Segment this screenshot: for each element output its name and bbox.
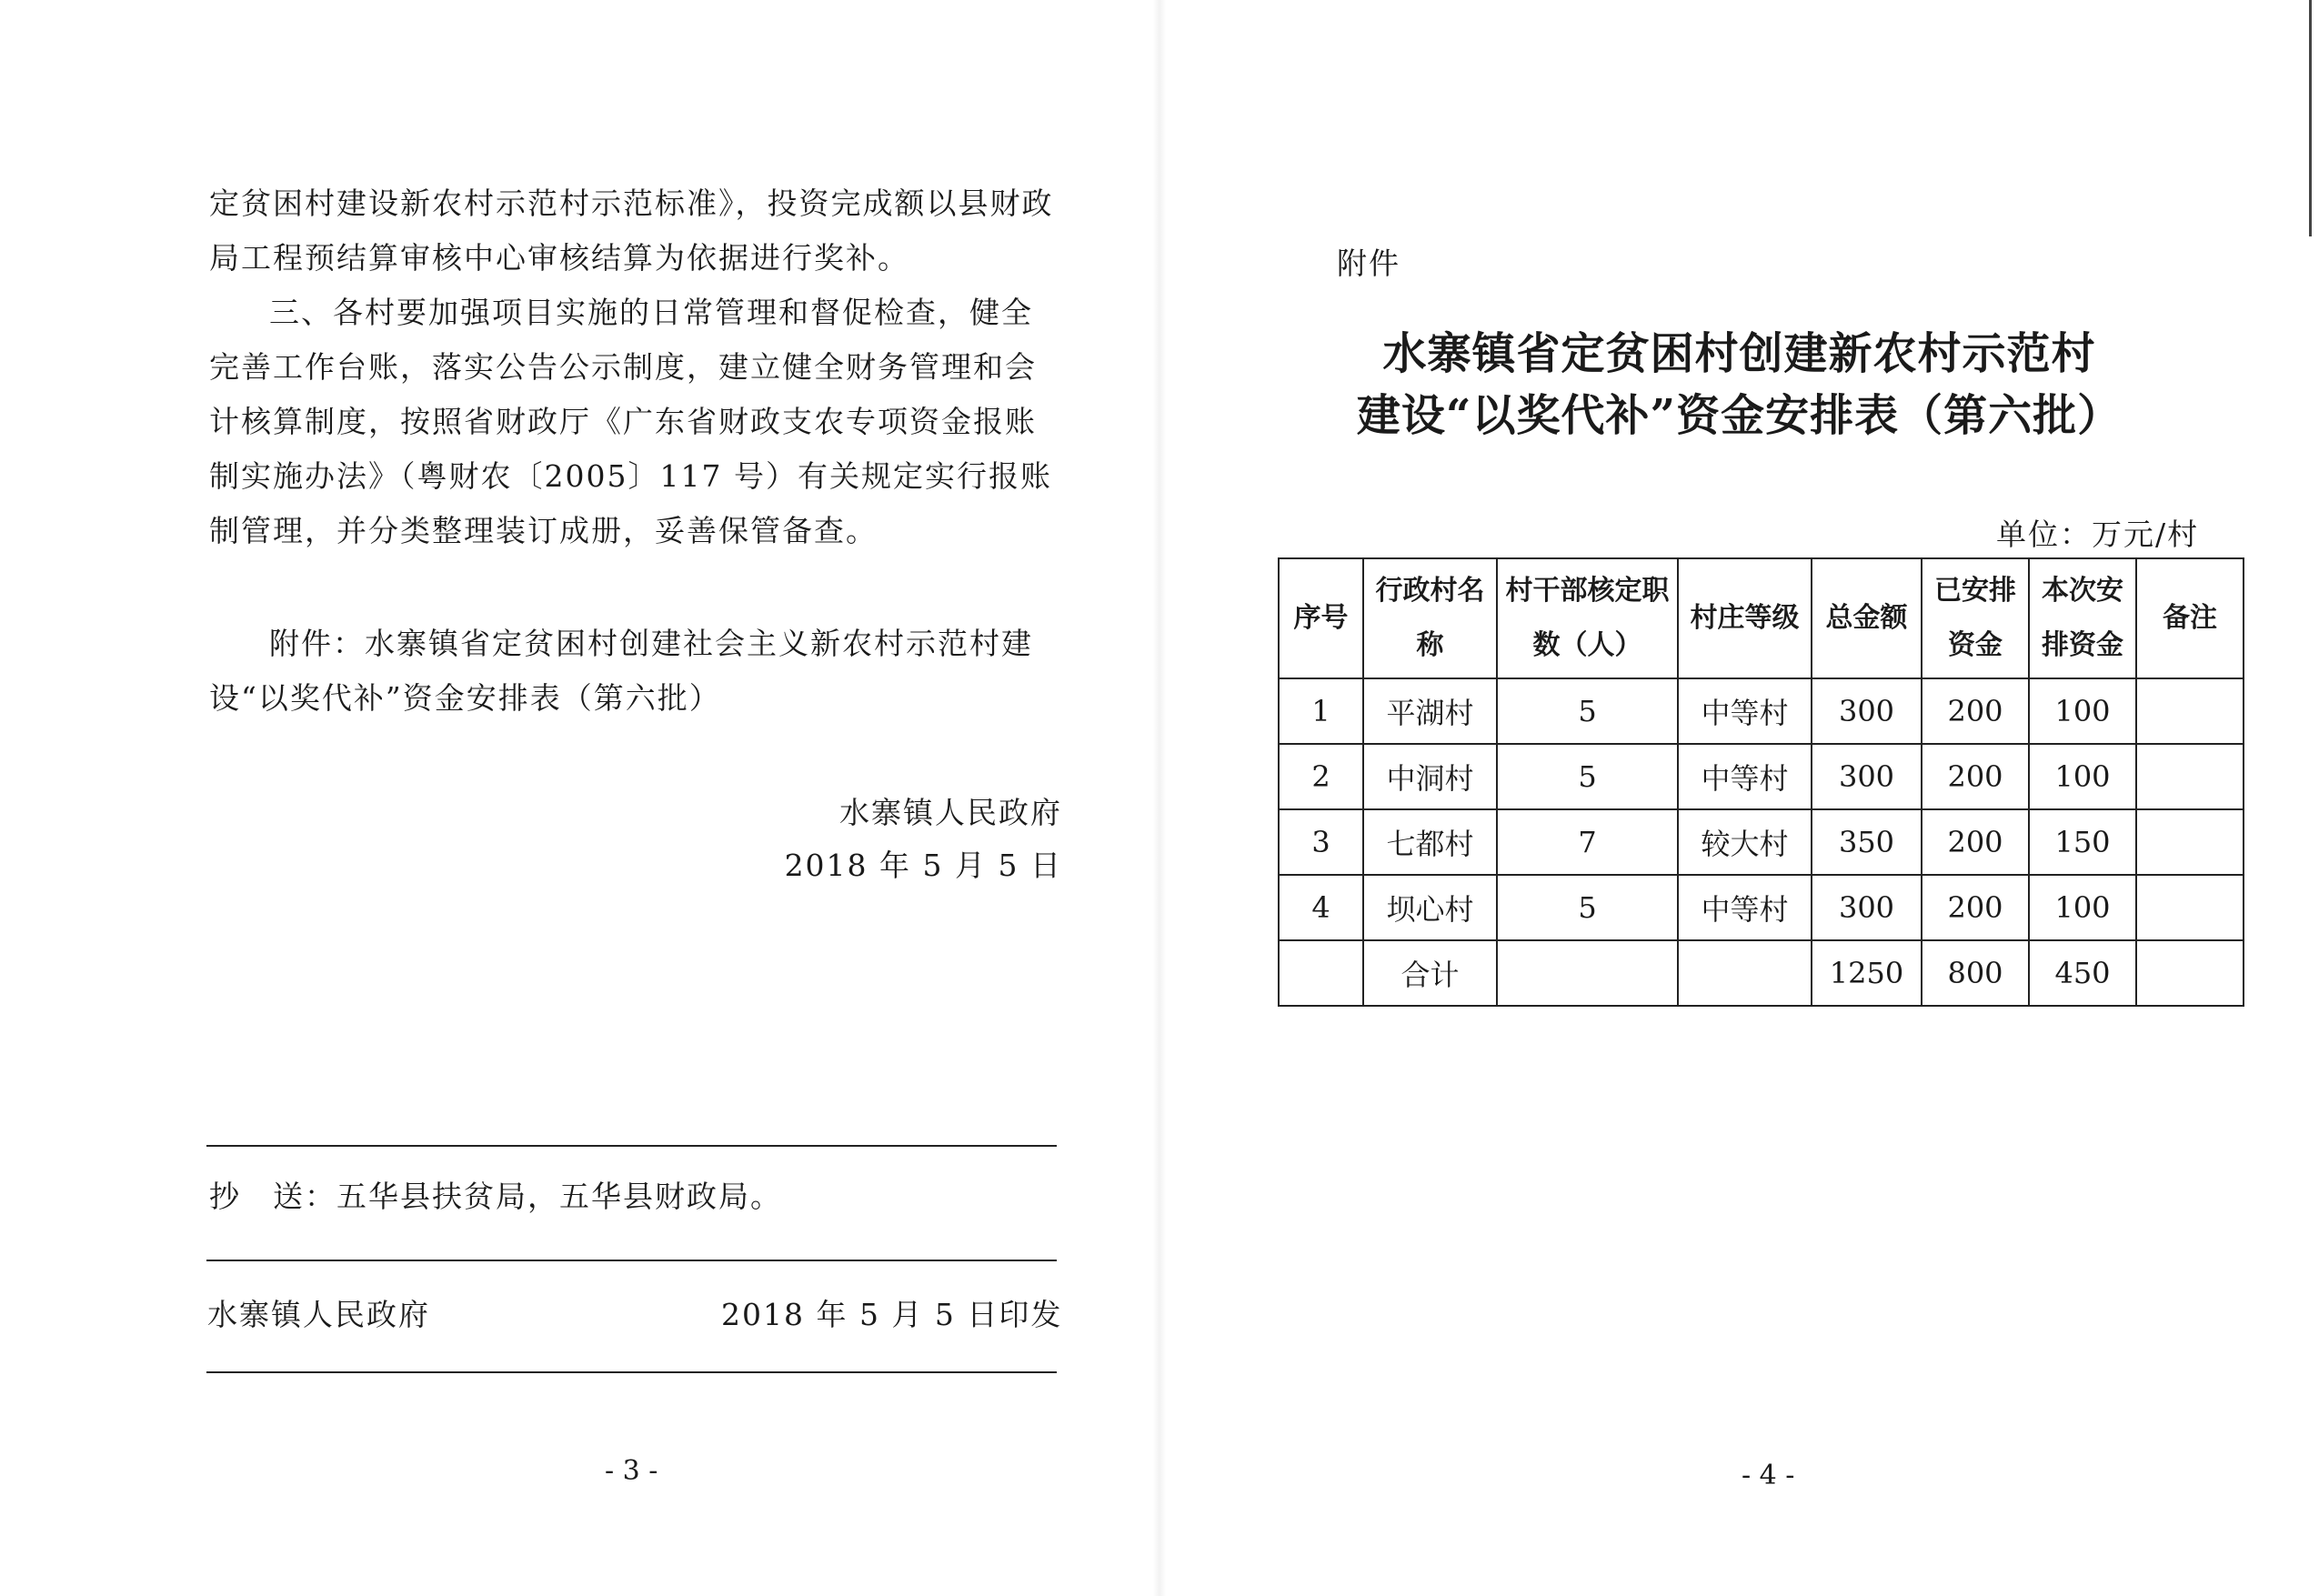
cell bbox=[2136, 875, 2244, 940]
cell bbox=[1678, 940, 1812, 1006]
table-title-line1: 水寨镇省定贫困村创建新农村示范村 bbox=[1382, 328, 2096, 379]
cell: 7 bbox=[1497, 809, 1678, 875]
cell: 坝心村 bbox=[1363, 875, 1497, 940]
paragraph-three: 三、各村要加强项目实施的日常管理和督促检查，健全完善工作台账，落实公告公示制度，建立健全财务管理和会计核算制度，按照省财政厅《广东省财政支农专项资金报账制实施办法》（粤财农〔2005〕117 号）有关规定实行报账制管理，并分类整理装订成册，妥善保管备查。 bbox=[209, 295, 1052, 548]
issuer-date: 2018 年 5 月 5 日印发 bbox=[721, 1297, 1063, 1332]
cell: 七都村 bbox=[1363, 809, 1497, 875]
cell bbox=[2136, 744, 2244, 809]
total-row bbox=[1279, 940, 2244, 1006]
cell: 5 bbox=[1497, 678, 1678, 744]
header-village: 行政村名称 bbox=[1363, 558, 1497, 678]
cc-line bbox=[209, 1173, 782, 1216]
cell: 2 bbox=[1279, 744, 1363, 809]
table-title-line2: 建设“以奖代补”资金安排表（第六批） bbox=[1356, 390, 2123, 441]
cell: 200 bbox=[1922, 809, 2029, 875]
total-this-batch: 450 bbox=[2029, 940, 2136, 1006]
cell: 100 bbox=[2029, 875, 2136, 940]
cell: 1 bbox=[1279, 678, 1363, 744]
unit-label: 单位：万元/村 bbox=[1996, 517, 2200, 552]
attachment-note: 附件：水寨镇省定贫困村创建社会主义新农村示范村建设“以奖代补”资金安排表（第六批） bbox=[209, 626, 1033, 716]
table-row bbox=[1279, 744, 2244, 809]
paragraph-continued: 定贫困村建设新农村示范村示范标准》，投资完成额以县财政局工程预结算审核中心审核结算为依据进行奖补。 bbox=[209, 186, 1054, 276]
page-number: - 3 - bbox=[605, 1455, 658, 1487]
rule-bottom bbox=[206, 1371, 1057, 1373]
cell: 200 bbox=[1922, 744, 2029, 809]
cell bbox=[2136, 678, 2244, 744]
attachment-label: 附件 bbox=[1337, 246, 1400, 281]
cell: 5 bbox=[1497, 875, 1678, 940]
cell: 较大村 bbox=[1678, 809, 1812, 875]
rule-middle bbox=[206, 1260, 1057, 1261]
cell: 中等村 bbox=[1678, 875, 1812, 940]
cell: 中等村 bbox=[1678, 678, 1812, 744]
table-row bbox=[1279, 809, 2244, 875]
cell bbox=[1279, 940, 1363, 1006]
page-number: - 4 - bbox=[1742, 1460, 1795, 1491]
cell: 300 bbox=[1812, 678, 1922, 744]
header-arranged: 已安排资金 bbox=[1922, 558, 2029, 678]
signature-date: 2018 年 5 月 5 日 bbox=[784, 848, 1062, 883]
total-label: 合计 bbox=[1363, 940, 1497, 1006]
cell: 100 bbox=[2029, 744, 2136, 809]
cell: 150 bbox=[2029, 809, 2136, 875]
cell: 平湖村 bbox=[1363, 678, 1497, 744]
issuer-org: 水寨镇人民政府 bbox=[207, 1297, 430, 1332]
cell: 300 bbox=[1812, 744, 1922, 809]
cell: 300 bbox=[1812, 875, 1922, 940]
header-village-grade: 村庄等级 bbox=[1678, 558, 1812, 678]
cell: 3 bbox=[1279, 809, 1363, 875]
total-arranged: 800 bbox=[1922, 940, 2029, 1006]
rule-top bbox=[206, 1145, 1057, 1147]
total-amount: 1250 bbox=[1812, 940, 1922, 1006]
cell: 4 bbox=[1279, 875, 1363, 940]
signature-org: 水寨镇人民政府 bbox=[839, 795, 1062, 830]
header-total: 总金额 bbox=[1812, 558, 1922, 678]
header-index: 序号 bbox=[1279, 558, 1363, 678]
cc-recipients: 五华县扶贫局，五华县财政局。 bbox=[336, 1179, 782, 1214]
table-header-row bbox=[1279, 558, 2244, 678]
cell: 中洞村 bbox=[1363, 744, 1497, 809]
allocation-table bbox=[1278, 557, 2244, 1007]
cell: 100 bbox=[2029, 678, 2136, 744]
right-page bbox=[1160, 0, 2319, 1596]
cell bbox=[2136, 809, 2244, 875]
header-this-batch: 本次安排资金 bbox=[2029, 558, 2136, 678]
cell bbox=[1497, 940, 1678, 1006]
cell: 350 bbox=[1812, 809, 1922, 875]
cell: 5 bbox=[1497, 744, 1678, 809]
cell: 200 bbox=[1922, 875, 2029, 940]
table-row bbox=[1279, 678, 2244, 744]
cell: 中等村 bbox=[1678, 744, 1812, 809]
header-remarks: 备注 bbox=[2136, 558, 2244, 678]
table-row bbox=[1279, 875, 2244, 940]
cell bbox=[2136, 940, 2244, 1006]
cell: 200 bbox=[1922, 678, 2029, 744]
header-cadre-count: 村干部核定职数（人） bbox=[1497, 558, 1678, 678]
cc-label: 抄 送： bbox=[209, 1179, 336, 1214]
